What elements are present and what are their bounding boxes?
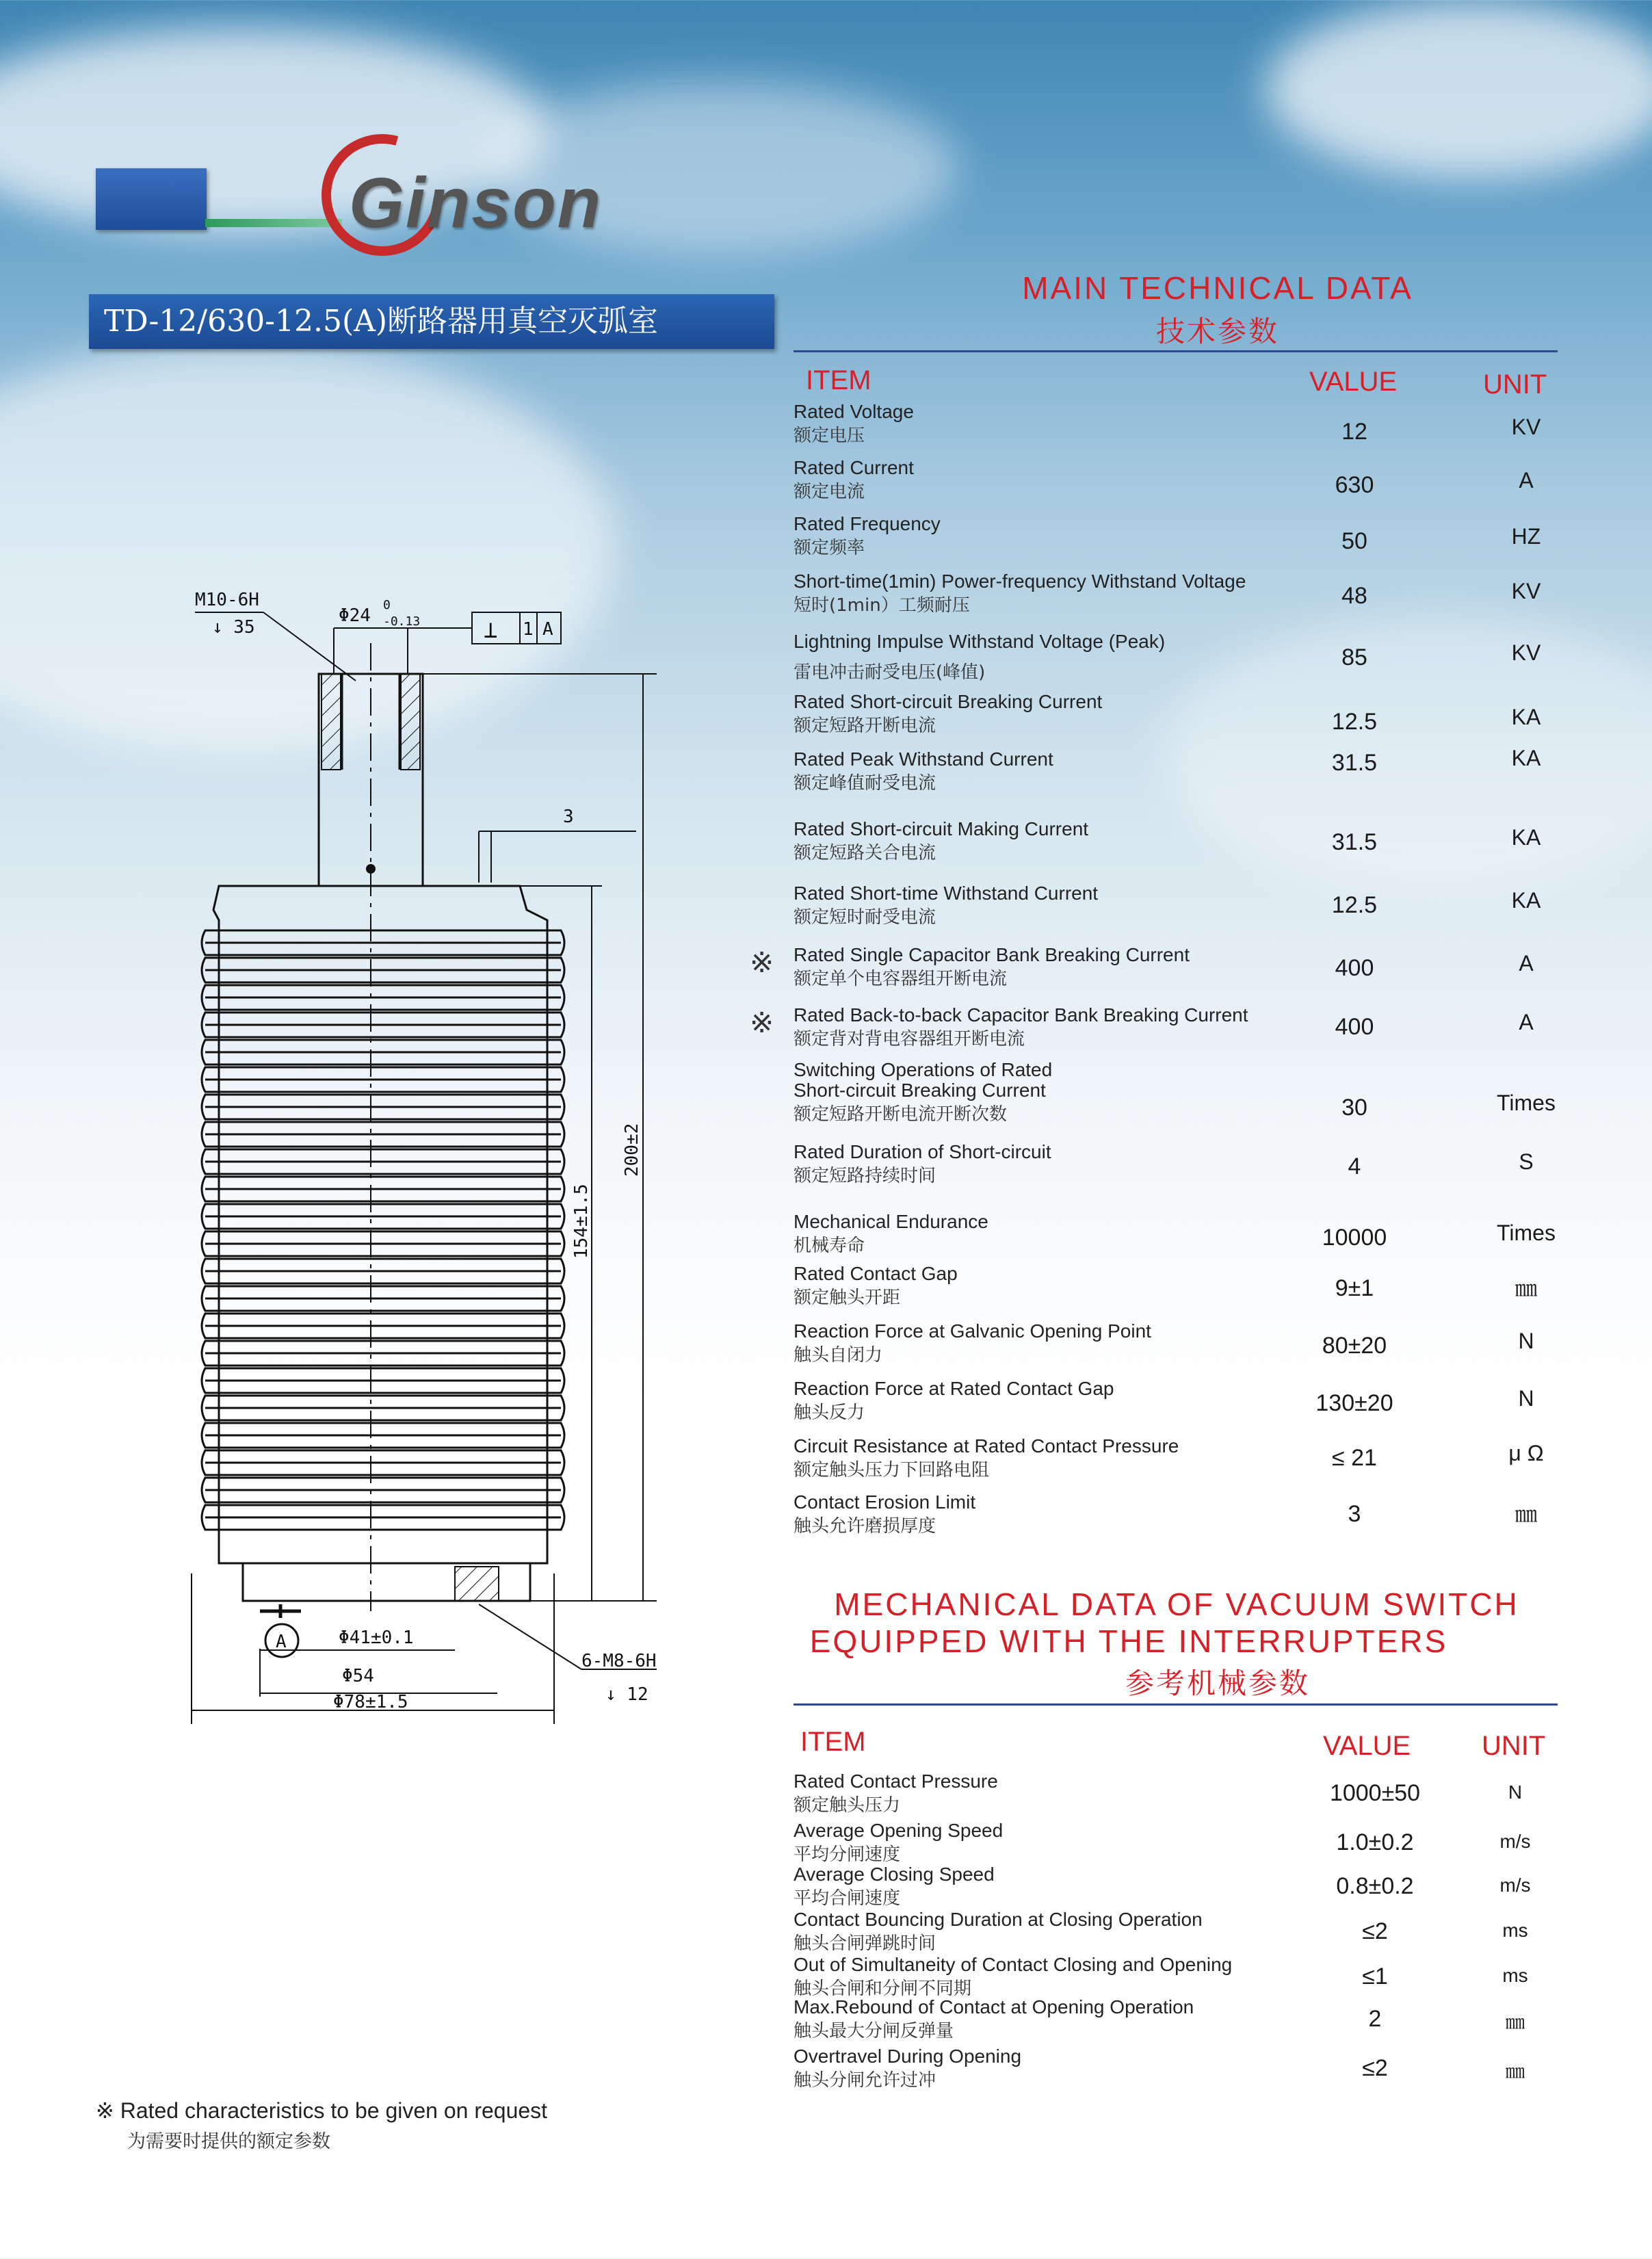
- row-unit: ms: [1502, 1965, 1528, 1986]
- row-value: 50: [1341, 528, 1367, 554]
- row-label-zh: 额定频率: [794, 538, 865, 558]
- row-label-en: Average Closing Speed: [794, 1864, 995, 1885]
- row-label-zh: 触头合闸和分闸不同期: [794, 1979, 972, 1999]
- row-unit: N: [1508, 1781, 1523, 1803]
- row-label-en: Average Opening Speed: [794, 1820, 1004, 1841]
- drawing-datum-a: A: [276, 1632, 287, 1652]
- row-label-zh: 平均合闸速度: [794, 1888, 901, 1909]
- main-data-title-zh: 技术参数: [1155, 315, 1279, 348]
- row-value: 400: [1335, 955, 1374, 981]
- row-label-en: Rated Voltage: [794, 401, 914, 422]
- drawing-perp-symbol: ⊥: [484, 616, 498, 644]
- row-unit: Times: [1497, 1220, 1556, 1245]
- row-unit: KA: [1511, 888, 1541, 913]
- drawing-dia-41: Φ41±0.1: [339, 1628, 414, 1648]
- row-unit: KA: [1511, 825, 1541, 850]
- row-value: 630: [1335, 472, 1374, 498]
- row-label-en: Switching Operations of Rated: [794, 1059, 1053, 1080]
- row-label-en: Contact Erosion Limit: [794, 1491, 976, 1513]
- row-label-en: Contact Bouncing Duration at Closing Operation: [794, 1909, 1203, 1930]
- row-label-zh: 额定短时耐受电流: [794, 907, 936, 928]
- row-label-zh: 额定单个电容器组开断电流: [794, 969, 1008, 989]
- asterisk-mark: ※: [750, 1006, 774, 1039]
- drawing-dim-3: 3: [563, 807, 574, 827]
- logo-text: Ginson: [349, 164, 603, 243]
- row-label-en: Out of Simultaneity of Contact Closing and Opening: [794, 1954, 1233, 1975]
- mech-data-title-en-1: MECHANICAL DATA OF VACUUM SWITCH: [834, 1586, 1519, 1622]
- row-label-en: Rated Peak Withstand Current: [794, 748, 1053, 770]
- drawing-thread-bottom: 6-M8-6H: [581, 1651, 657, 1671]
- row-value: 31.5: [1331, 750, 1378, 776]
- main-header-item: ITEM: [806, 365, 871, 395]
- row-label-zh: 机械寿命: [794, 1236, 865, 1256]
- row-label-zh: 额定短路开断电流: [794, 716, 936, 736]
- drawing-dim-154: 154±1.5: [571, 1184, 592, 1259]
- row-value: 80±20: [1322, 1333, 1387, 1359]
- row-label-zh: 短时(1min）工频耐压: [794, 595, 970, 616]
- row-label-en: Overtravel During Opening: [794, 2046, 1022, 2067]
- row-value: 1.0±0.2: [1336, 1829, 1414, 1855]
- row-label-zh: 额定短路关合电流: [794, 843, 936, 863]
- row-unit: S: [1519, 1149, 1534, 1174]
- drawing-dia-78: Φ78±1.5: [333, 1692, 408, 1712]
- row-label-en: Circuit Resistance at Rated Contact Pressure: [794, 1435, 1179, 1457]
- row-label-en: Rated Short-circuit Breaking Current: [794, 691, 1103, 712]
- row-label-zh: 雷电冲击耐受电压(峰值): [794, 662, 986, 683]
- row-unit: A: [1519, 468, 1534, 493]
- row-unit: KV: [1511, 415, 1541, 439]
- row-value: 2: [1368, 2006, 1382, 2032]
- row-label-zh: 触头反力: [794, 1402, 865, 1423]
- row-value: ≤2: [1362, 2055, 1388, 2081]
- row-value: 12: [1341, 419, 1367, 445]
- row-label-en: Rated Frequency: [794, 513, 941, 534]
- row-value: ≤1: [1362, 1963, 1388, 1989]
- drawing-dia-top: Φ24: [339, 605, 371, 626]
- row-unit: KV: [1511, 579, 1541, 603]
- mech-data-title-zh: 参考机械参数: [1125, 1667, 1310, 1699]
- row-label-zh: 额定短路开断电流开断次数: [794, 1104, 1008, 1125]
- row-unit: Times: [1497, 1091, 1556, 1115]
- row-value: 10000: [1322, 1225, 1387, 1251]
- row-label-zh: 触头分闸允许过冲: [794, 2070, 936, 2091]
- row-label-en: Rated Short-circuit Making Current: [794, 818, 1089, 839]
- row-unit: N: [1518, 1329, 1534, 1353]
- row-label-en: Mechanical Endurance: [794, 1211, 988, 1232]
- row-label-en: Rated Contact Pressure: [794, 1771, 998, 1792]
- row-label-zh: 触头最大分闸反弹量: [794, 2021, 954, 2041]
- row-value: 130±20: [1315, 1390, 1393, 1416]
- row-label-zh: 额定触头压力: [794, 1795, 901, 1816]
- drawing-perp-tol: 1: [523, 619, 534, 640]
- row-label-en: Rated Single Capacitor Bank Breaking Current: [794, 944, 1190, 965]
- row-unit: ㎜: [1505, 2011, 1525, 2033]
- row-unit: ㎜: [1515, 1276, 1537, 1301]
- row-label-zh: 额定峰值耐受电流: [794, 773, 936, 794]
- row-value: ≤ 21: [1332, 1445, 1377, 1471]
- row-value: 1000±50: [1329, 1780, 1421, 1806]
- row-unit: μ Ω: [1508, 1441, 1544, 1465]
- row-unit: KA: [1511, 705, 1541, 729]
- row-label-zh: 额定短路持续时间: [794, 1166, 936, 1186]
- row-value: 12.5: [1331, 709, 1378, 735]
- row-unit: m/s: [1499, 1831, 1531, 1852]
- drawing-thread-top: M10-6H: [195, 590, 259, 610]
- drawing-dia-top-tol-up: 0: [383, 598, 391, 612]
- row-value: 0.8±0.2: [1336, 1873, 1414, 1899]
- footnote-zh: 为需要时提供的额定参数: [127, 2131, 330, 2152]
- drawing-dia-top-tol-dn: -0.13: [383, 614, 421, 629]
- row-label-en: Short-time(1min) Power-frequency Withstand Voltage: [794, 571, 1246, 592]
- row-unit: ㎜: [1505, 2061, 1525, 2082]
- row-value: 48: [1341, 583, 1367, 609]
- main-header-unit: UNIT: [1483, 369, 1547, 400]
- row-label-zh: 额定电流: [794, 482, 865, 502]
- row-unit: KV: [1511, 640, 1541, 665]
- row-value: ≤2: [1362, 1918, 1388, 1944]
- row-label-en: Lightning Impulse Withstand Voltage (Peak): [794, 631, 1166, 652]
- row-value: 30: [1341, 1095, 1367, 1121]
- row-unit: m/s: [1499, 1875, 1531, 1896]
- product-title: TD-12/630-12.5(A)断路器用真空灭弧室: [89, 294, 774, 349]
- row-label-zh: 额定触头压力下回路电阻: [794, 1460, 990, 1480]
- row-value: 4: [1348, 1153, 1361, 1179]
- row-label-zh: 触头自闭力: [794, 1345, 883, 1366]
- row-label-zh: 触头合闸弹跳时间: [794, 1933, 936, 1954]
- row-label-en: Rated Current: [794, 457, 914, 478]
- drawing-dim-200: 200±2: [622, 1123, 642, 1177]
- row-value: 9±1: [1335, 1275, 1374, 1301]
- row-unit: N: [1518, 1386, 1534, 1411]
- row-label-zh: 额定背对背电容器组开断电流: [794, 1029, 1025, 1049]
- row-label-en: Rated Contact Gap: [794, 1263, 958, 1284]
- row-unit: HZ: [1511, 524, 1541, 549]
- row-label-zh: 额定电压: [794, 426, 865, 446]
- drawing-perp-ref: A: [542, 619, 553, 640]
- row-label-en: Max.Rebound of Contact at Opening Operation: [794, 1996, 1194, 2018]
- footnote-en: ※ Rated characteristics to be given on request: [96, 2098, 548, 2123]
- main-header-value: VALUE: [1309, 367, 1398, 397]
- mech-header-item: ITEM: [800, 1727, 866, 1757]
- row-label-en: Rated Duration of Short-circuit: [794, 1141, 1051, 1162]
- row-value: 85: [1341, 644, 1367, 670]
- row-unit: A: [1519, 1010, 1534, 1034]
- row-label-zh: 触头允许磨损厚度: [794, 1516, 936, 1537]
- row-label-en: Reaction Force at Rated Contact Gap: [794, 1378, 1114, 1399]
- mech-data-title-en-2: EQUIPPED WITH THE INTERRUPTERS: [809, 1623, 1448, 1659]
- row-unit: ㎜: [1515, 1502, 1537, 1526]
- row-value: 3: [1348, 1501, 1361, 1527]
- drawing-thread-depth: ↓ 35: [212, 617, 255, 638]
- drawing-thread-bottom-depth: ↓ 12: [605, 1684, 648, 1705]
- row-unit: A: [1519, 951, 1534, 976]
- drawing-dia-54: Φ54: [342, 1666, 374, 1686]
- row-unit: ms: [1502, 1920, 1528, 1941]
- row-value: 31.5: [1331, 829, 1378, 855]
- row-label-en-2: Short-circuit Breaking Current: [794, 1080, 1046, 1101]
- row-label-zh: 平均分闸速度: [794, 1844, 901, 1865]
- row-value: 400: [1335, 1014, 1374, 1040]
- row-value: 12.5: [1331, 892, 1378, 918]
- row-label-zh: 额定触头开距: [794, 1288, 901, 1308]
- mech-header-unit: UNIT: [1482, 1731, 1546, 1761]
- row-unit: KA: [1511, 746, 1541, 770]
- mech-header-value: VALUE: [1323, 1731, 1411, 1761]
- row-label-en: Reaction Force at Galvanic Opening Point: [794, 1320, 1151, 1342]
- main-data-title-en: MAIN TECHNICAL DATA: [1022, 270, 1413, 306]
- row-label-en: Rated Back-to-back Capacitor Bank Breaking Current: [794, 1004, 1248, 1026]
- asterisk-mark: ※: [750, 946, 774, 978]
- row-label-en: Rated Short-time Withstand Current: [794, 883, 1099, 904]
